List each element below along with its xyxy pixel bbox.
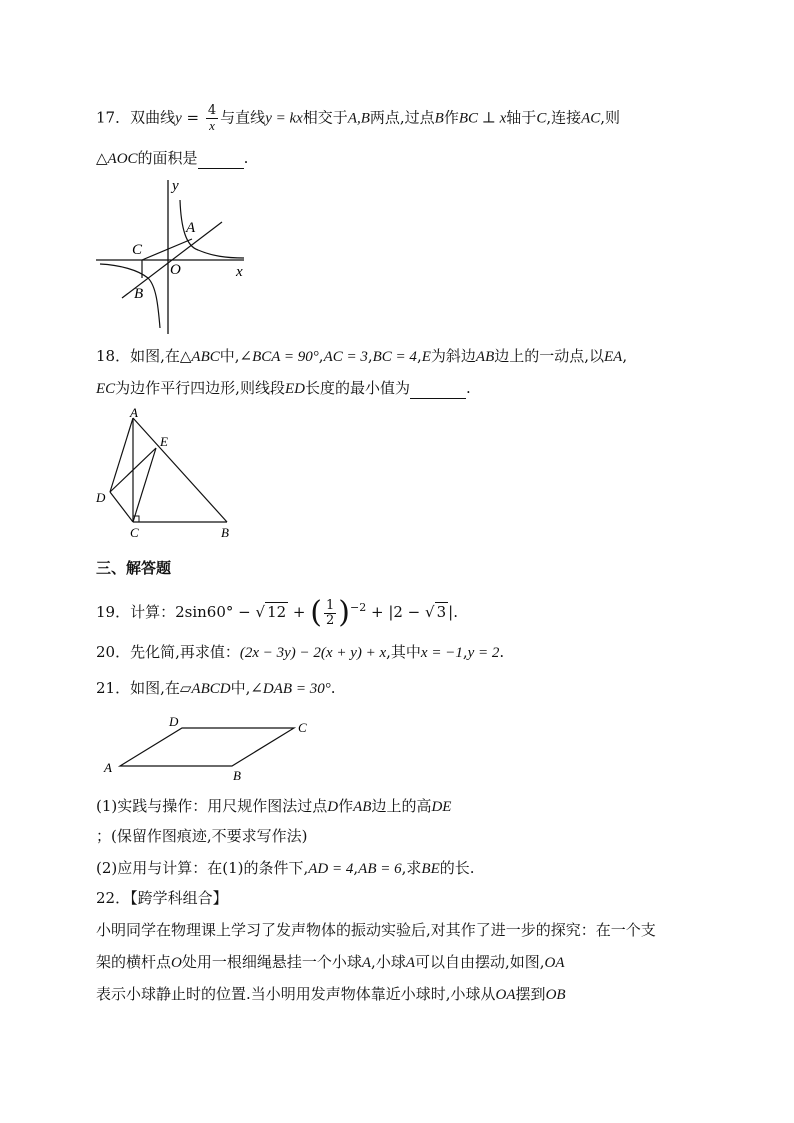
label-a: A xyxy=(104,760,112,775)
label-c: C xyxy=(130,525,139,540)
label-x: x xyxy=(236,264,243,280)
q21-figure xyxy=(100,710,330,786)
segment-dc xyxy=(110,492,133,522)
label-o: O xyxy=(170,262,181,278)
q19-fraction: $\frac{1}{2}$ xyxy=(325,597,335,628)
q17-line1: 17．双曲线y = $\frac{4}{x}$ 与直线y = kx相交于A,B两点,过点B作BC ⊥ x轴于C,连接AC,则 xyxy=(96,103,621,133)
q22-line3: 表示小球静止时的位置.当小明用发声物体靠近小球时,小球从OA摆到OB xyxy=(96,985,566,1003)
q21-number: 21． xyxy=(96,679,131,697)
label-b: B xyxy=(221,525,229,540)
q22-line1: 小明同学在物理课上学习了发声物体的振动实验后,对其作了进一步的探究：在一个支 xyxy=(96,921,656,939)
label-c: C xyxy=(132,242,143,258)
hyperbola-branch-lower xyxy=(100,264,160,328)
segment-ab xyxy=(133,418,227,522)
label-e: E xyxy=(160,434,168,449)
q21-line: 21．如图,在▱ABCD中,∠DAB = 30°. xyxy=(96,679,336,697)
label-y: y xyxy=(172,178,179,194)
q20-line: 20．先化简,再求值：(2x − 3y) − 2(x + y) + x,其中x = −1,y = 2. xyxy=(96,643,505,661)
q18-line2: EC为边作平行四边形,则线段ED长度的最小值为 . xyxy=(96,379,471,397)
q22-number: 22． xyxy=(96,889,131,907)
q22-tag: 【跨学科组合】 xyxy=(130,889,228,907)
q18-number: 18． xyxy=(96,347,131,365)
q21-part1-line2: ；(保留作图痕迹,不要求写作法) xyxy=(96,827,308,845)
q22-header xyxy=(96,888,228,908)
q19-line: 19．计算：2sin60° − √ 12 + ( $\frac{1}{2}$ )$^{-2}$ + |2 − √ 3 |. xyxy=(96,595,458,630)
label-b: B xyxy=(233,768,241,783)
label-a: A xyxy=(130,405,138,420)
answer-blank xyxy=(198,148,244,169)
q17-line2: △AOC的面积是 . xyxy=(96,149,249,167)
q22-line2: 架的横杆点O处用一根细绳悬挂一个小球A,小球A可以自由摆动,如图,OA xyxy=(96,953,565,971)
parallelogram-abcd xyxy=(120,728,294,766)
q17-number: 17． xyxy=(96,108,131,127)
answer-blank xyxy=(410,378,466,399)
label-d: D xyxy=(169,714,179,729)
q21-part1-line1: (1)实践与操作：用尺规作图法过点D作AB边上的高DE xyxy=(96,797,452,815)
section-heading: 三、解答题 xyxy=(96,559,172,577)
q20-number: 20． xyxy=(96,643,131,661)
label-d: D xyxy=(96,490,106,505)
q17-fraction: $\frac{4}{x}$ xyxy=(207,103,217,133)
q19-number: 19． xyxy=(96,603,131,621)
q17-figure xyxy=(94,178,254,338)
segment-ac xyxy=(142,239,192,260)
label-a: A xyxy=(186,220,196,236)
q18-line1: 18．如图,在△ABC中,∠BCA = 90°,AC = 3,BC = 4,E为斜边AB边上的一动点,以EA, xyxy=(96,347,628,365)
label-c: C xyxy=(298,720,307,735)
q18-figure xyxy=(90,404,250,544)
label-b: B xyxy=(134,286,144,302)
q21-part2-line: (2)应用与计算：在(1)的条件下,AD = 4,AB = 6,求BE的长. xyxy=(96,859,475,877)
